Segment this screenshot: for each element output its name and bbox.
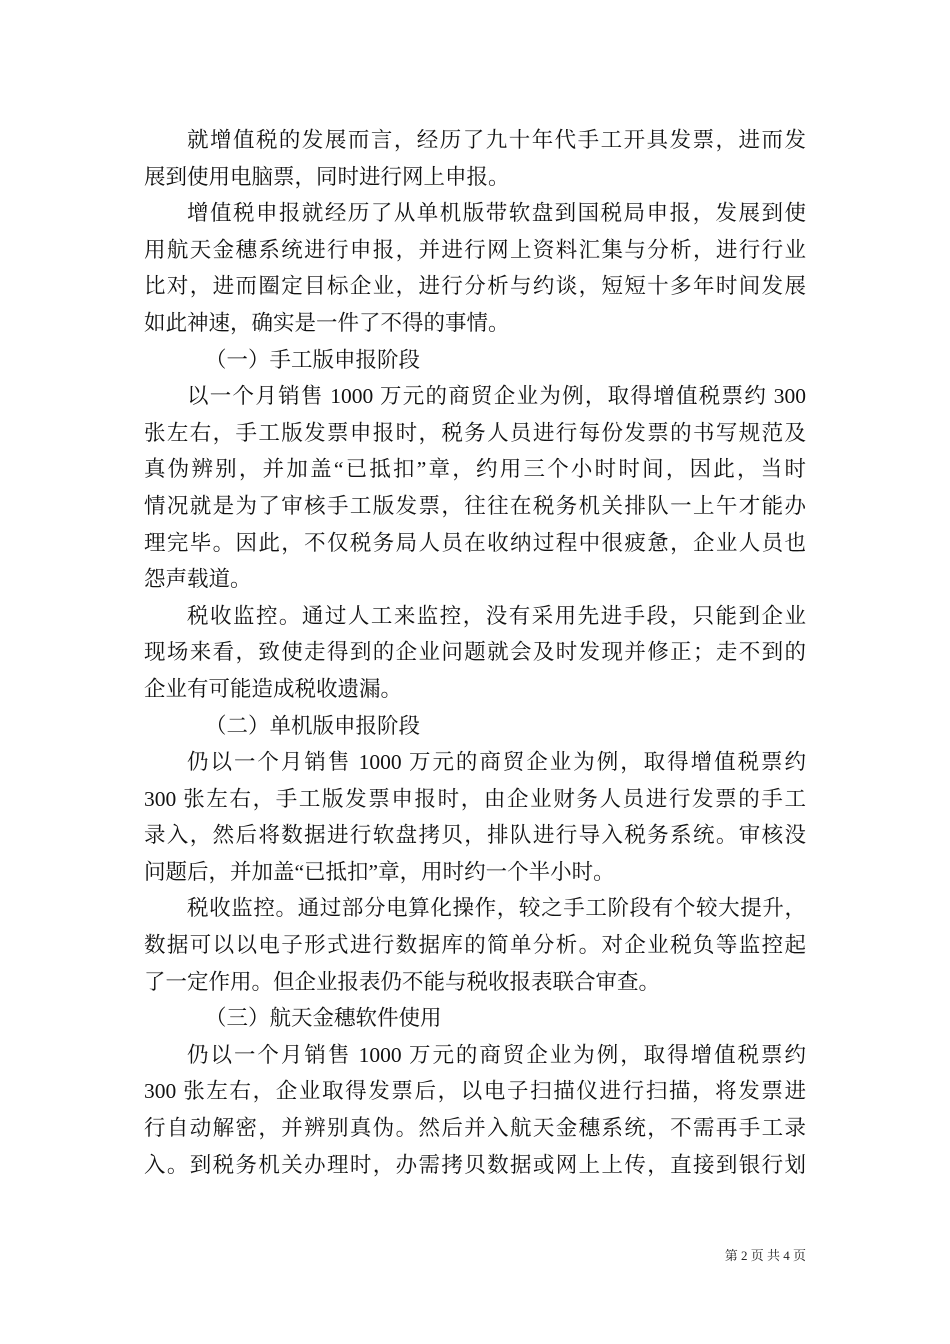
text-line: 300 张左右，手工版发票申报时，由企业财务人员进行发票的手工	[144, 786, 806, 811]
section-heading	[144, 1000, 806, 1037]
paragraph	[144, 890, 806, 1000]
text-line: 增值税申报就经历了从单机版带软盘到国税局申报，发展到使	[187, 201, 806, 226]
text-line: 入。到税务机关办理时，办需拷贝数据或网上上传，直接到银行划	[144, 1152, 806, 1177]
text-line: 理完毕。因此，不仅税务局人员在收纳过程中很疲惫，企业人员也	[144, 530, 806, 555]
text-line: 仍以一个月销售 1000 万元的商贸企业为例，取得增值税票约	[187, 1042, 806, 1067]
text-line: 就增值税的发展而言，经历了九十年代手工开具发票，进而发	[187, 128, 806, 152]
text-line: 300 张左右，企业取得发票后，以电子扫描仪进行扫描，将发票进	[144, 1079, 806, 1104]
paragraph	[144, 195, 806, 341]
page-number: 第 2 页 共 4 页	[724, 1248, 806, 1263]
text-line: （三）航天金穗软件使用	[205, 1006, 442, 1031]
text-line: 问题后，并加盖“已抵扣”章，用时约一个半小时。	[144, 859, 615, 884]
text-line: 企业有可能造成税收遗漏。	[144, 676, 403, 701]
paragraph	[144, 122, 806, 195]
paragraph	[144, 1037, 806, 1183]
text-line: 税收监控。通过部分电算化操作，较之手工阶段有个较大提升，	[187, 896, 806, 921]
text-line: 比对，进而圈定目标企业，进行分析与约谈，短短十多年时间发展	[144, 274, 806, 299]
text-line: 展到使用电脑票，同时进行网上申报。	[144, 164, 510, 189]
document-body	[144, 122, 806, 1183]
paragraph	[144, 378, 806, 598]
text-line: 录入，然后将数据进行软盘拷贝，排队进行导入税务系统。审核没	[144, 823, 806, 848]
text-line: 税收监控。通过人工来监控，没有采用先进手段，只能到企业	[187, 603, 806, 628]
paragraph	[144, 598, 806, 708]
text-line: 仍以一个月销售 1000 万元的商贸企业为例，取得增值税票约	[187, 750, 806, 775]
text-line: 如此神速，确实是一件了不得的事情。	[144, 310, 510, 335]
text-line: 情况就是为了审核手工版发票，往往在税务机关排队一上午才能办	[144, 493, 806, 518]
text-line: 用航天金穗系统进行申报，并进行网上资料汇集与分析，进行行业	[144, 237, 806, 262]
text-line: 真伪辨别，并加盖“已抵扣”章，约用三个小时时间，因此，当时	[144, 457, 806, 482]
text-line: 现场来看，致使走得到的企业问题就会及时发现并修正；走不到的	[144, 640, 806, 665]
section-heading	[144, 342, 806, 379]
text-line: 行自动解密，并辨别真伪。然后并入航天金穗系统，不需再手工录	[144, 1116, 806, 1141]
text-line: 了一定作用。但企业报表仍不能与税收报表联合审查。	[144, 969, 661, 994]
section-heading	[144, 708, 806, 745]
text-line: （二）单机版申报阶段	[205, 713, 421, 738]
text-line: 以一个月销售 1000 万元的商贸企业为例，取得增值税票约 300	[187, 384, 806, 409]
text-line: 张左右，手工版发票申报时，税务人员进行每份发票的书写规范及	[144, 420, 806, 445]
text-line: 数据可以以电子形式进行数据库的简单分析。对企业税负等监控起	[144, 933, 806, 958]
text-line: 怨声载道。	[144, 567, 252, 592]
paragraph	[144, 744, 806, 890]
text-line: （一）手工版申报阶段	[205, 347, 421, 372]
